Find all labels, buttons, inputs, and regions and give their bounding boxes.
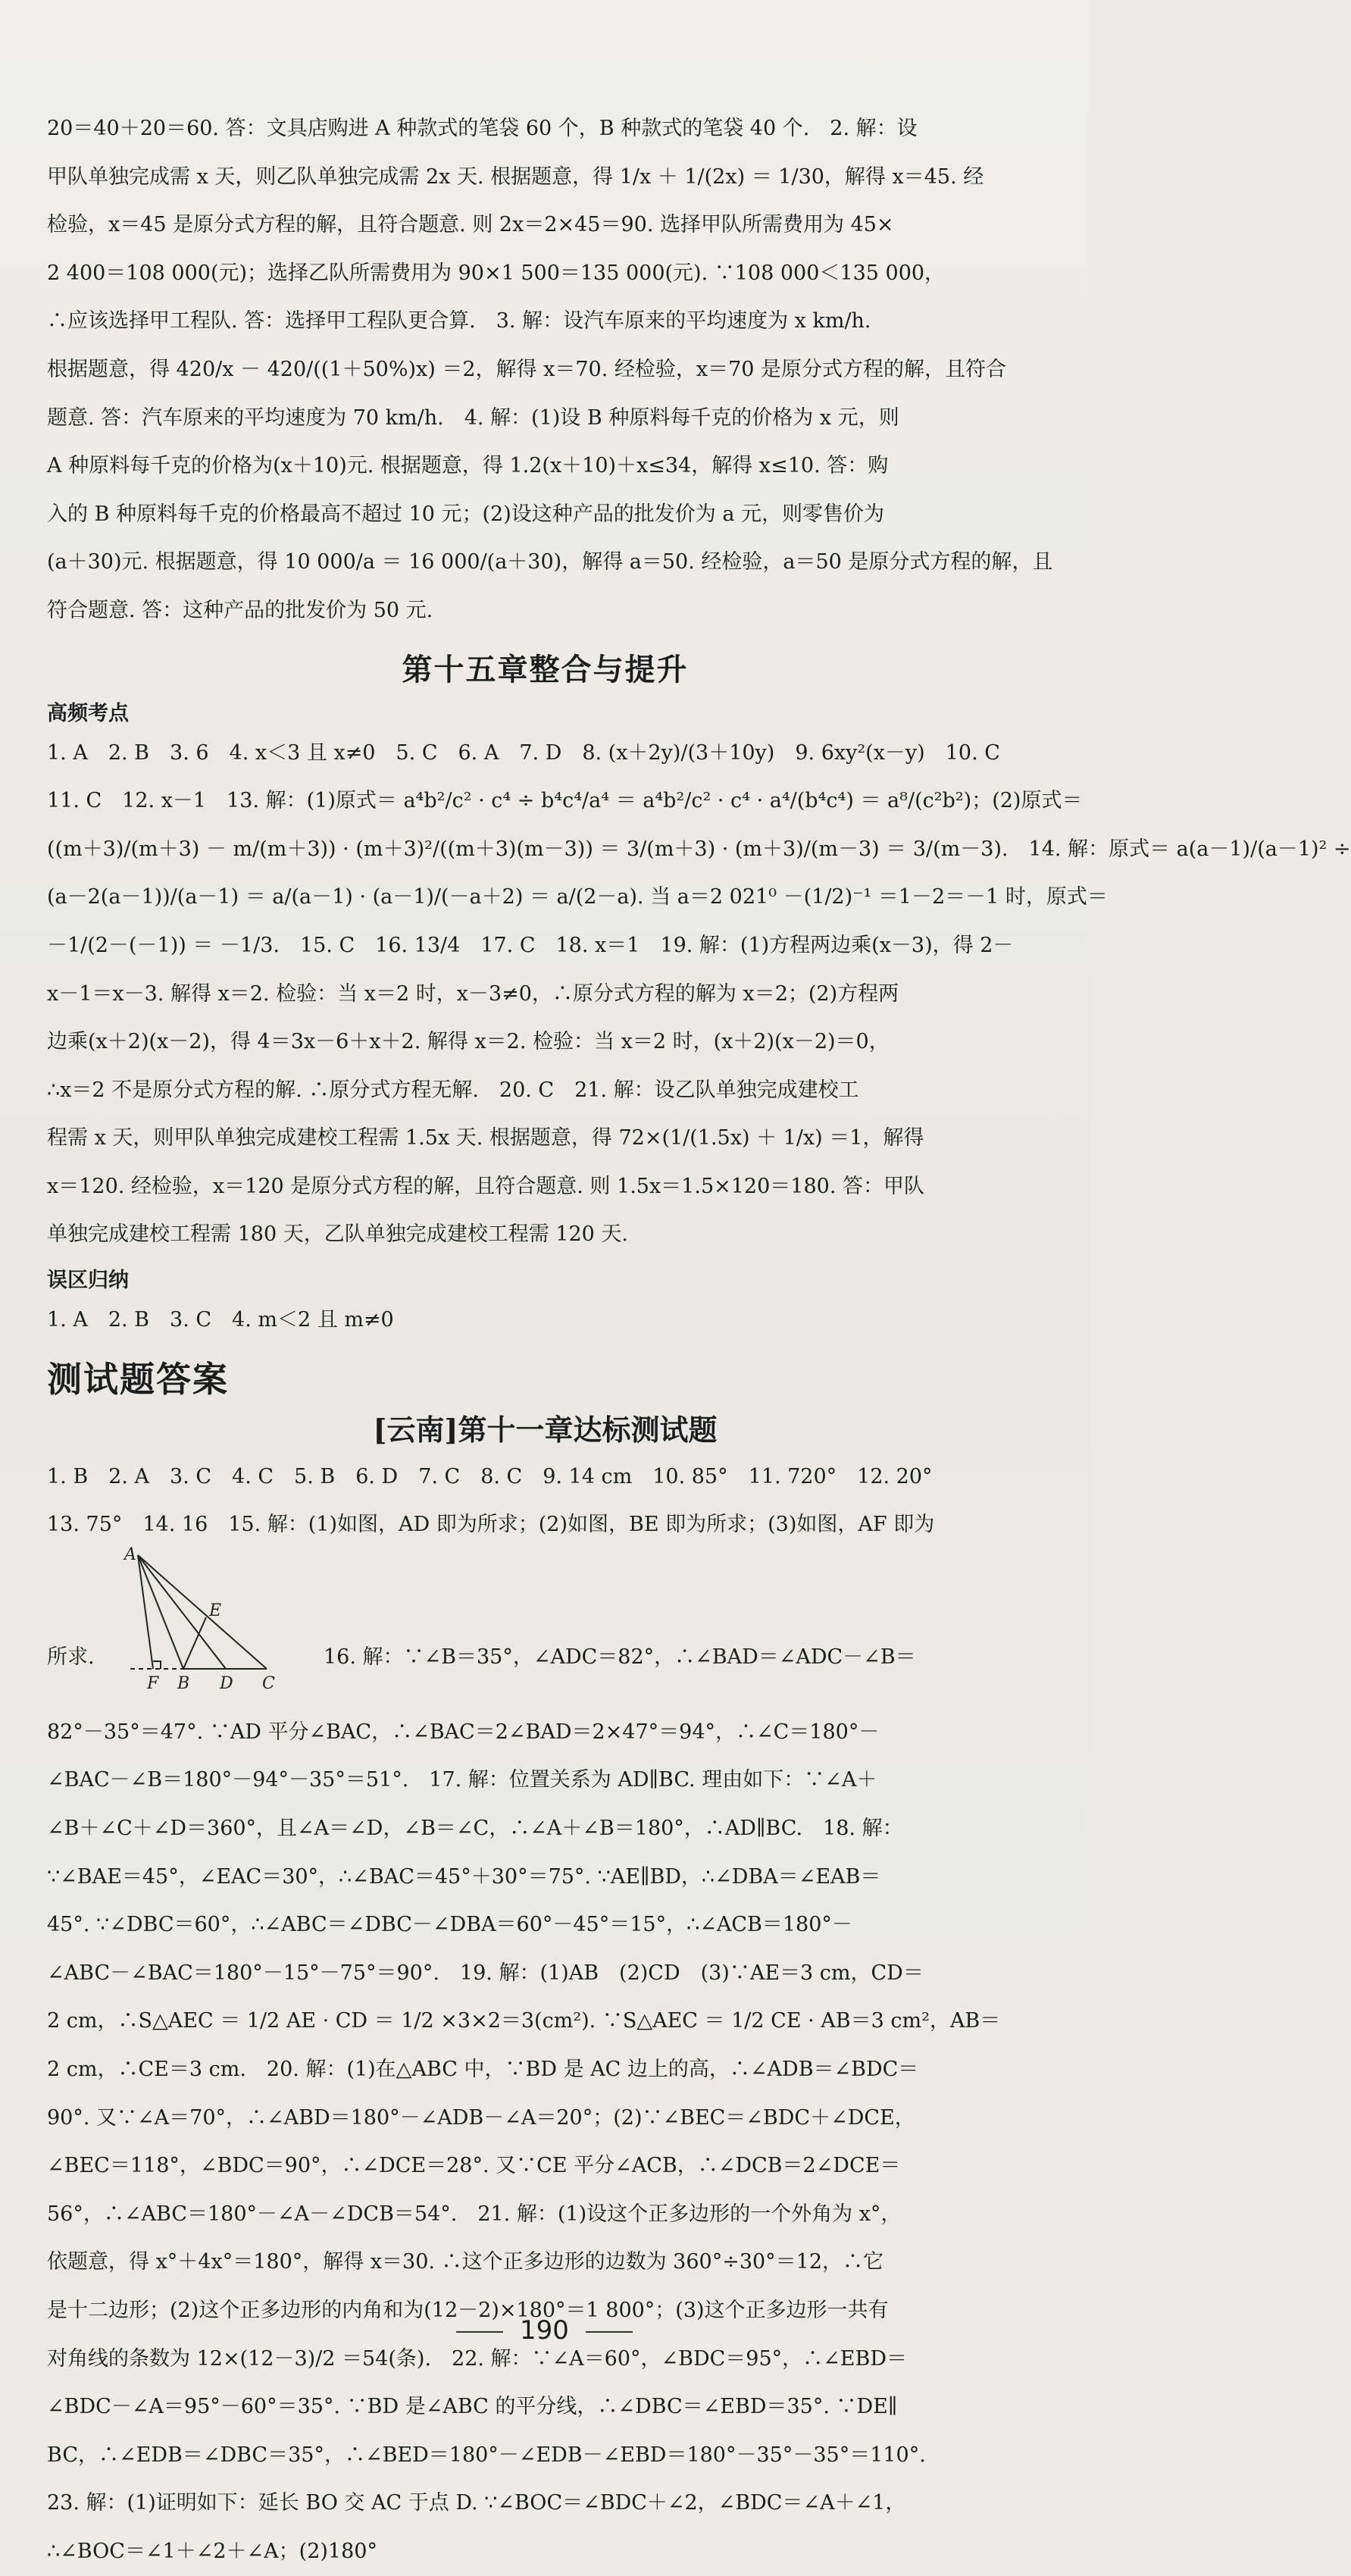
page-number-dash-right	[586, 2331, 633, 2333]
text-line: (a＋30)元. 根据题意，得 10 000/a ＝ 16 000/(a＋30)，解得 a＝50. 经检验，a＝50 是原分式方程的解，且	[47, 550, 1053, 574]
label-f: F	[147, 1673, 159, 1693]
text-line: 程需 x 天，则甲队单独完成建校工程需 1.5x 天. 根据题意，得 72×(1/(1.5x) ＋ 1/x) ＝1，解得	[47, 1126, 924, 1150]
text-line: 2 cm，∴CE＝3 cm. 20. 解：(1)在△ABC 中，∵BD 是 AC 边上的高，∴∠ADB＝∠BDC＝	[47, 2058, 919, 2081]
text-line: 23. 解：(1)证明如下：延长 BO 交 AC 于点 D. ∵∠BOC＝∠BDC＋∠2，∠BDC＝∠A＋∠1，	[47, 2491, 906, 2515]
text-line: (a－2(a－1))/(a－1) ＝ a/(a－1) · (a－1)/(－a＋2) ＝ a/(2－a). 当 a＝2 021⁰ －(1/2)⁻¹ ＝1－2＝－1 时，原式＝	[47, 885, 1108, 909]
right-angle-mark	[153, 1661, 161, 1669]
answer-block-ch11-top	[47, 1453, 1043, 1549]
text-line: 根据题意，得 420/x － 420/((1＋50%)x) ＝2，解得 x＝70. 经检验，x＝70 是原分式方程的解，且符合	[47, 357, 1007, 381]
answers-title: 测试题答案	[47, 1358, 229, 1400]
text-line: 1. B 2. A 3. C 4. C 5. B 6. D 7. C 8. C 9. 14 cm 10. 85° 11. 720° 12. 20°	[47, 1464, 933, 1488]
text-line: 入的 B 种原料每千克的价格最高不超过 10 元；(2)设这种产品的批发价为 a 元，则零售价为	[47, 502, 885, 526]
triangle-figure	[123, 1545, 320, 1701]
text-line: BC，∴∠EDB＝∠DBC＝35°，∴∠BED＝180°－∠EDB－∠EBD＝180°－35°－35°＝110°.	[47, 2443, 926, 2467]
side-ac	[138, 1555, 267, 1669]
label-d: D	[220, 1673, 233, 1693]
text-line: ∴应该选择甲工程队. 答：选择甲工程队更合算. 3. 解：设汽车原来的平均速度为 x km/h.	[47, 309, 871, 333]
page-number	[0, 2315, 1089, 2346]
text-line: 13. 75° 14. 16 15. 解：(1)如图，AD 即为所求；(2)如图，BE 即为所求；(3)如图，AF 即为	[47, 1513, 935, 1537]
text-line: 题意. 答：汽车原来的平均速度为 70 km/h. 4. 解：(1)设 B 种原料每千克的价格为 x 元，则	[47, 405, 899, 430]
figure-right-text: 16. 解：∵∠B＝35°，∠ADC＝82°，∴∠BAD＝∠ADC－∠B＝	[324, 1645, 916, 1669]
text-line: A 种原料每千克的价格为(x＋10)元. 根据题意，得 1.2(x＋10)＋x≤34，解得 x≤10. 答：购	[47, 454, 889, 478]
answer-block-ch11	[47, 1708, 1043, 2576]
text-line: ∠B＋∠C＋∠D＝360°，且∠A＝∠D，∠B＝∠C，∴∠A＋∠B＝180°，∴AD∥BC. 18. 解：	[47, 1817, 903, 1841]
text-line: 依题意，得 x°＋4x°＝180°，解得 x＝30. ∴这个正多边形的边数为 360°÷30°＝12，∴它	[47, 2250, 884, 2274]
text-line: －1/(2－(－1)) ＝ －1/3. 15. C 16. 13/4 17. C 18. x＝1 19. 解：(1)方程两边乘(x－3)，得 2－	[47, 933, 1014, 957]
text-line: 90°. 又∵∠A＝70°，∴∠ABD＝180°－∠ADB－∠A＝20°；(2)∵∠BEC＝∠BDC＋∠DCE，	[47, 2105, 915, 2130]
section-title: [云南]第十一章达标测试题	[373, 1412, 718, 1447]
figure-left-text: 所求.	[47, 1645, 95, 1669]
text-line: x＝120. 经检验，x＝120 是原分式方程的解，且符合题意. 则 1.5x＝1.5×120＝180. 答：甲队	[47, 1174, 924, 1198]
text-line: 20＝40＋20＝60. 答：文具店购进 A 种款式的笔袋 60 个，B 种款式的笔袋 40 个. 2. 解：设	[47, 117, 918, 140]
label-a: A	[124, 1545, 136, 1564]
text-line: x－1＝x－3. 解得 x＝2. 检验：当 x＝2 时，x－3≠0，∴原分式方程的解为 x＝2；(2)方程两	[47, 981, 899, 1006]
text-line: 检验，x＝45 是原分式方程的解，且符合题意. 则 2x＝2×45＝90. 选择甲队所需费用为 45×	[47, 213, 894, 237]
text-line: 甲队单独完成需 x 天，则乙队单独完成需 2x 天. 根据题意，得 1/x ＋ 1/(2x) ＝ 1/30，解得 x＝45. 经	[47, 164, 984, 189]
text-line: 单独完成建校工程需 180 天，乙队单独完成建校工程需 120 天.	[47, 1222, 628, 1247]
text-line: 符合题意. 答：这种产品的批发价为 50 元.	[47, 598, 433, 622]
label-c: C	[262, 1673, 275, 1693]
mistakes-line: 1. A 2. B 3. C 4. m＜2 且 m≠0	[47, 1308, 394, 1332]
label-e: E	[209, 1601, 222, 1620]
text-line: ∵∠BAE＝45°，∠EAC＝30°，∴∠BAC＝45°＋30°＝75°. ∵AE∥BD，∴∠DBA＝∠EAB＝	[47, 1864, 881, 1889]
text-line: 是十二边形；(2)这个正多边形的内角和为(12－2)×180°＝1 800°；(3)这个正多边形一共有	[47, 2298, 889, 2322]
text-line: ∠ABC－∠BAC＝180°－15°－75°＝90°. 19. 解：(1)AB (2)CD (3)∵AE＝3 cm，CD＝	[47, 1961, 924, 1985]
median-be	[183, 1617, 206, 1669]
answer-block-ch14	[47, 105, 1053, 635]
text-line: ((m＋3)/(m＋3) － m/(m＋3)) · (m＋3)²/((m＋3)(m－3)) ＝ 3/(m＋3) · (m＋3)/(m－3) ＝ 3/(m－3). 14. 解：原式＝ a(a－1)/(a－1)² ÷	[47, 837, 1351, 861]
high-frequency-label: 高频考点	[47, 701, 129, 725]
text-line: 82°－35°＝47°. ∵AD 平分∠BAC，∴∠BAC＝2∠BAD＝2×47°＝94°，∴∠C＝180°－	[47, 1720, 880, 1744]
text-line: ∠BAC－∠B＝180°－94°－35°＝51°. 17. 解：位置关系为 AD∥BC. 理由如下：∵∠A＋	[47, 1768, 877, 1792]
text-line: ∴x＝2 不是原分式方程的解. ∴原分式方程无解. 20. C 21. 解：设乙队单独完成建校工	[47, 1078, 859, 1102]
text-line: 2 400＝108 000(元)；选择乙队所需费用为 90×1 500＝135 000(元). ∵108 000＜135 000，	[47, 261, 946, 285]
answer-block-ch15	[47, 729, 1351, 1260]
mistakes-answers	[47, 1296, 1043, 1344]
page-number-dash-left	[456, 2331, 503, 2333]
text-line: ∴∠BOC＝∠1＋∠2＋∠A；(2)180°	[47, 2539, 377, 2563]
page-content	[47, 105, 1351, 2576]
label-b: B	[177, 1673, 190, 1693]
text-line: 45°. ∵∠DBC＝60°，∴∠ABC＝∠DBC－∠DBA＝60°－45°＝15°，∴∠ACB＝180°－	[47, 1913, 852, 1937]
figure-row	[47, 1545, 1043, 1708]
mistakes-label: 误区归纳	[47, 1269, 129, 1293]
page-number-value: 190	[520, 2315, 569, 2346]
text-line: 对角线的条数为 12×(12－3)/2 ＝54(条). 22. 解：∵∠A＝60°，∠BDC＝95°，∴∠EBD＝	[47, 2346, 907, 2371]
text-line: 56°，∴∠ABC＝180°－∠A－∠DCB＝54°. 21. 解：(1)设这个正多边形的一个外角为 x°，	[47, 2202, 902, 2226]
text-line: 边乘(x＋2)(x－2)，得 4＝3x－6＋x＋2. 解得 x＝2. 检验：当 x＝2 时，(x＋2)(x－2)＝0，	[47, 1030, 890, 1054]
text-line: 11. C 12. x－1 13. 解：(1)原式＝ a⁴b²/c² · c⁴ ÷ b⁴c⁴/a⁴ ＝ a⁴b²/c² · c⁴ · a⁴/(b⁴c⁴) ＝ a⁸/(c²b²)；(2)原式＝	[47, 789, 1083, 813]
text-line: ∠BDC－∠A＝95°－60°＝35°. ∵BD 是∠ABC 的平分线，∴∠DBC＝∠EBD＝35°. ∵DE∥	[47, 2395, 898, 2419]
text-line: 2 cm，∴S△AEC ＝ 1/2 AE · CD ＝ 1/2 ×3×2＝3(cm²). ∵S△AEC ＝ 1/2 CE · AB＝3 cm²，AB＝	[47, 2009, 1001, 2033]
text-line: 1. A 2. B 3. 6 4. x＜3 且 x≠0 5. C 6. A 7. D 8. (x＋2y)/(3＋10y) 9. 6xy²(x－y) 10. C	[47, 740, 1000, 765]
text-line: ∠BEC＝118°，∠BDC＝90°，∴∠DCE＝28°. 又∵CE 平分∠ACB，∴∠DCB＝2∠DCE＝	[47, 2154, 901, 2178]
chapter15-title: 第十五章整合与提升	[402, 652, 689, 687]
